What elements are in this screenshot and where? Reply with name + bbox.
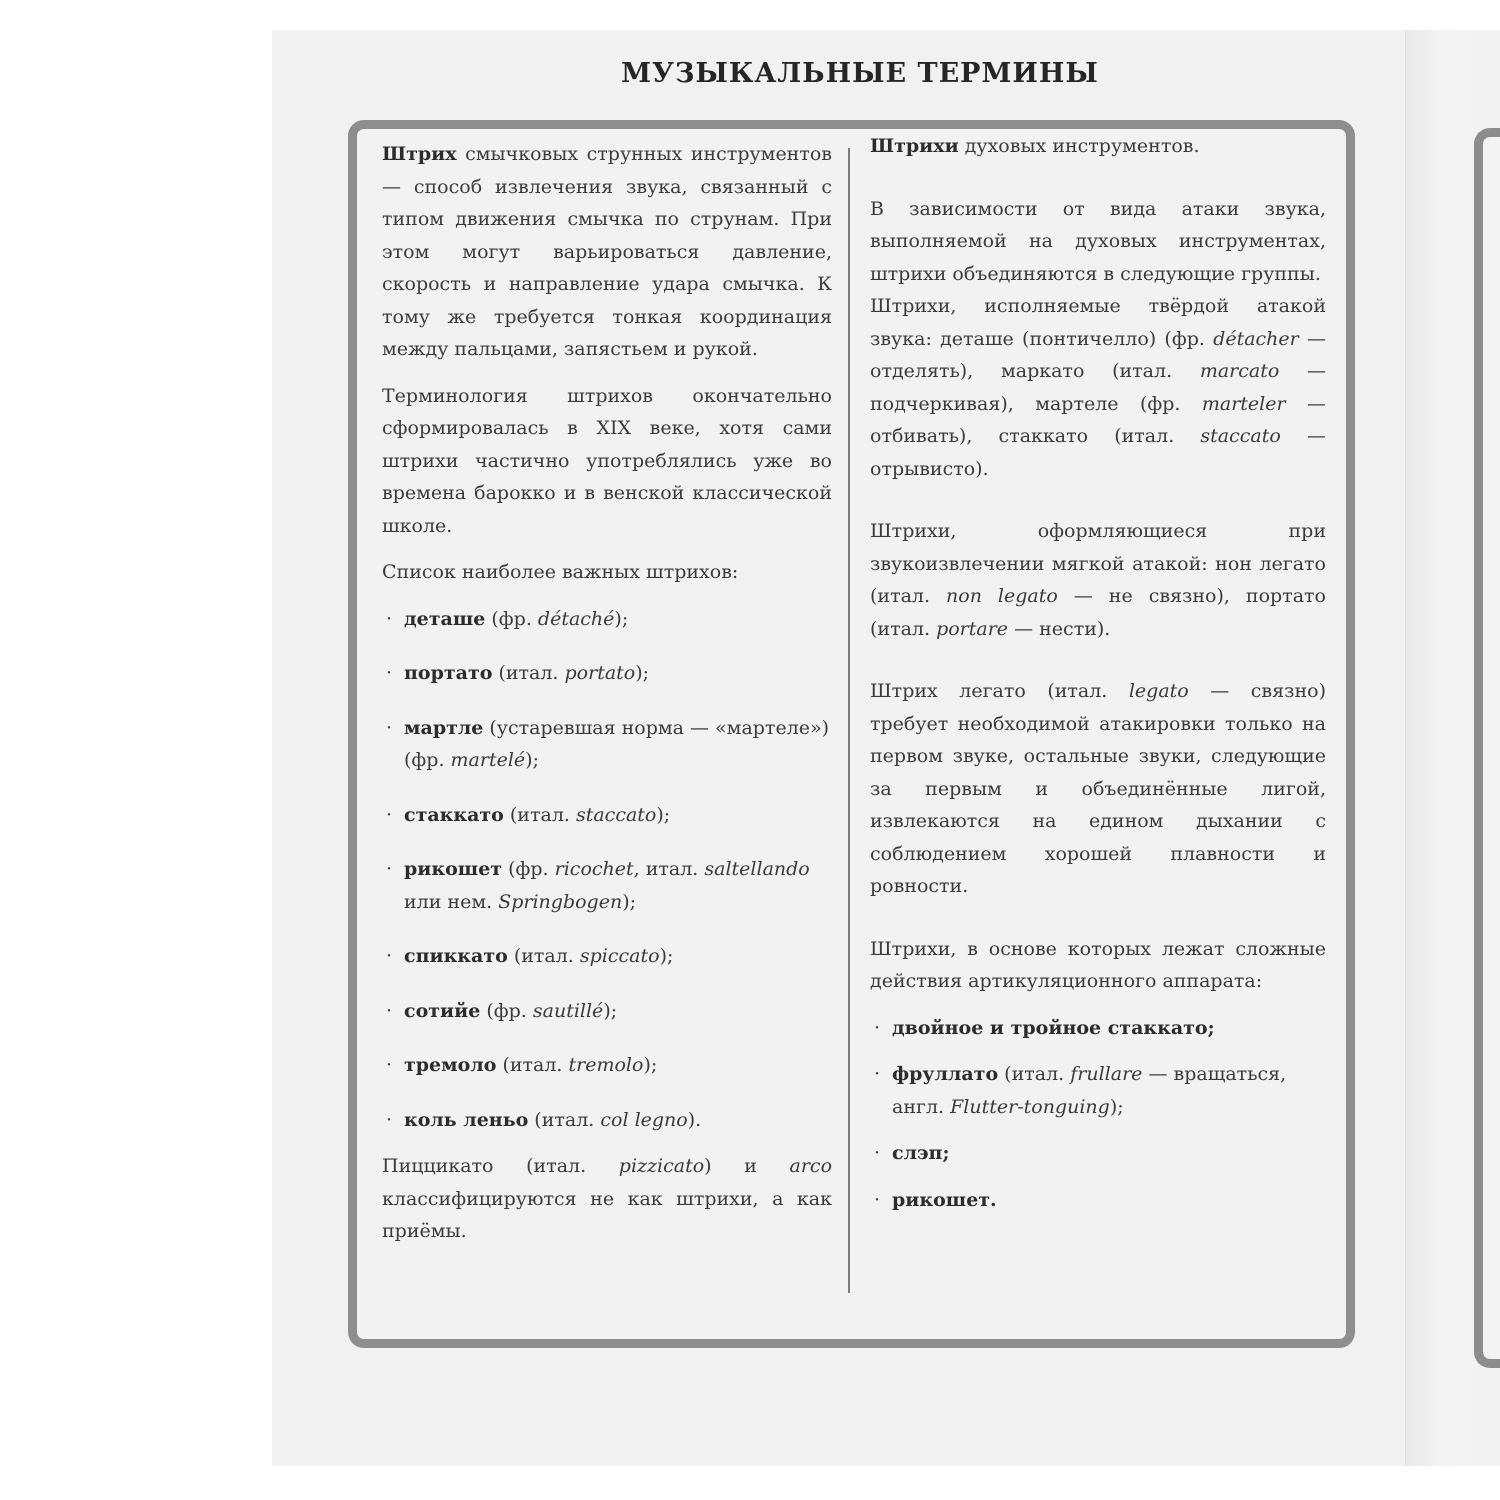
text: (итал. xyxy=(998,1063,1071,1085)
text: ); xyxy=(1109,1095,1124,1118)
next-page-frame xyxy=(1474,128,1500,1368)
foreign-term: Springbogen xyxy=(498,890,623,913)
text: ); xyxy=(525,749,539,771)
list-item: · коль леньо (итал. col legno). xyxy=(386,1108,702,1131)
text: — подчеркивая), мартеле (фр. xyxy=(870,360,1326,415)
term: Штрих xyxy=(382,143,457,165)
foreign-term: détaché xyxy=(537,607,615,630)
text: (устаревшая норма — «мартеле») (фр. xyxy=(404,716,830,771)
foreign-term: détacher xyxy=(1213,327,1299,350)
text: ); xyxy=(659,945,674,967)
foreign-term: saltellando xyxy=(704,858,810,880)
list-item: · сотийе (фр. sautillé); xyxy=(386,999,618,1022)
foreign-term: pizzicato xyxy=(618,1155,705,1177)
term: сотийе xyxy=(404,999,481,1022)
text: — не связно), портато (итал. xyxy=(870,585,1326,640)
wind-heading xyxy=(870,130,1326,163)
history-paragraph: Терминология штрихов окончательно сформировалась в XIX веке, хотя сами штрихи частично употреблялись уже во времена барокко и в венской классической школе. xyxy=(382,384,832,537)
text: — вращаться, англ. xyxy=(892,1063,1287,1118)
text: (итал. xyxy=(492,662,565,684)
term: мартле xyxy=(404,716,484,739)
text: (итал. xyxy=(496,1054,569,1076)
text: или нем. xyxy=(404,890,499,913)
soft-attack-paragraph xyxy=(870,515,1326,645)
text: — отрывисто). xyxy=(870,425,1326,480)
term: слэп; xyxy=(892,1142,950,1164)
foreign-term: ricochet xyxy=(554,858,634,880)
closing-paragraph xyxy=(382,1150,832,1248)
foreign-term: frullare xyxy=(1070,1063,1143,1085)
text: (фр. xyxy=(502,858,555,880)
list-item: · двойное и тройное стаккато; xyxy=(874,1016,1215,1039)
complex-intro-paragraph: Штрихи, в основе которых лежат сложные действия артикуляционного аппарата: xyxy=(870,937,1326,992)
text: (итал. xyxy=(528,1108,601,1131)
text: духовых инструментов. xyxy=(958,135,1200,157)
foreign-term: col legno xyxy=(600,1108,688,1131)
text: классифицируются не как штрихи, а как приёмы. xyxy=(382,1187,832,1242)
list-item: · рикошет (фр. ricochet, итал. saltellando или нем. Springbogen); xyxy=(386,858,810,913)
text: — связно) требует необходимой атакировки только на первом звуке, остальные звуки, следующие за первым и объединённые лигой, извлекаются на едином дыхании с соблюдением хорошей плавности и ровности. xyxy=(870,680,1326,897)
list-item: · портато (итал. portato); xyxy=(386,662,650,684)
text: смычковых струнных инструментов — способ извлечения звука, связанный с типом движения смычка по струнам. При этом могут варьироваться давление, скорость и направление удара смычка. К тому же требуется тонкая координация между пальцами, запястьем и рукой. xyxy=(382,143,832,360)
intro-paragraph xyxy=(382,138,832,366)
attack-intro-paragraph: В зависимости от вида атаки звука, выполняемой на духовых инструментах, штрихи объединяются в следующие группы. xyxy=(870,197,1326,285)
list-item: · деташе (фр. détaché); xyxy=(386,607,629,630)
text: — отбивать), стаккато (итал. xyxy=(870,392,1326,447)
foreign-term: staccato xyxy=(1200,425,1281,447)
text: (фр. xyxy=(480,999,533,1022)
strokes-list xyxy=(382,603,832,1137)
text: ); xyxy=(643,1054,658,1076)
text: ); xyxy=(603,999,618,1022)
page-title: МУЗЫКАЛЬНЫЕ ТЕРМИНЫ xyxy=(621,58,1099,89)
foreign-term: legato xyxy=(1128,680,1189,702)
text: , итал. xyxy=(633,858,705,880)
term: коль леньо xyxy=(404,1108,529,1131)
list-item: · стаккато (итал. staccato); xyxy=(386,803,671,826)
text: — отделять), маркато (итал. xyxy=(870,327,1326,382)
complex-strokes-list xyxy=(870,1012,1326,1217)
text: Штрихи, оформляющиеся при звукоизвлечении мягкой атакой: нон легато (итал. xyxy=(870,520,1326,607)
text: ); xyxy=(614,607,629,630)
list-item: · тремоло (итал. tremolo); xyxy=(386,1054,658,1076)
list-item: · рикошет. xyxy=(874,1188,997,1211)
text: ); xyxy=(635,662,650,684)
hard-attack-paragraph xyxy=(870,290,1326,485)
list-intro: Список наиболее важных штрихов: xyxy=(382,561,739,583)
term: двойное и тройное стаккато; xyxy=(892,1016,1215,1039)
text: (итал. xyxy=(507,945,580,967)
text: Штрихи, исполняемые твёрдой атакой звука: деташе (понтичелло) (фр. xyxy=(870,295,1326,350)
text: (итал. xyxy=(503,803,576,826)
column-divider xyxy=(848,148,850,1293)
text: ); xyxy=(656,803,671,826)
foreign-term: spiccato xyxy=(579,945,660,967)
term: тремоло xyxy=(404,1054,497,1076)
foreign-term: arco xyxy=(789,1155,833,1177)
text: ). xyxy=(687,1108,702,1131)
left-column xyxy=(382,138,832,1248)
term: спиккато xyxy=(404,945,508,967)
foreign-term: marteler xyxy=(1201,392,1286,415)
term: стаккато xyxy=(404,803,504,826)
text: — нести). xyxy=(1008,617,1111,640)
term: Штрихи xyxy=(870,135,959,157)
foreign-term: martelé xyxy=(450,749,526,771)
text: ) и xyxy=(704,1155,790,1177)
foreign-term: staccato xyxy=(575,803,657,826)
foreign-term: sautillé xyxy=(532,999,604,1022)
term: рикошет. xyxy=(892,1188,997,1211)
text: Пиццикато (итал. xyxy=(382,1155,619,1177)
foreign-term: tremolo xyxy=(568,1054,644,1076)
term: фруллато xyxy=(892,1063,999,1085)
term: деташе xyxy=(404,607,486,630)
foreign-term: Flutter-tonguing xyxy=(950,1095,1110,1118)
term: рикошет xyxy=(404,858,503,880)
list-item: · слэп; xyxy=(874,1142,950,1164)
list-item: · мартле (устаревшая норма — «мартеле») (фр. martelé); xyxy=(386,716,830,771)
text: ); xyxy=(622,890,637,913)
right-column xyxy=(870,130,1326,1216)
text: Штрих легато (итал. xyxy=(870,680,1129,702)
foreign-term: non legato xyxy=(946,585,1058,607)
foreign-term: marcato xyxy=(1199,360,1280,382)
foreign-term: portare xyxy=(936,617,1009,640)
legato-paragraph xyxy=(870,675,1326,903)
term: портато xyxy=(404,662,493,684)
foreign-term: portato xyxy=(564,662,636,684)
list-item: · спиккато (итал. spiccato); xyxy=(386,945,674,967)
text: (фр. xyxy=(485,607,538,630)
list-item: · фруллато (итал. frullare — вращаться, англ. Flutter-tonguing); xyxy=(874,1063,1287,1118)
